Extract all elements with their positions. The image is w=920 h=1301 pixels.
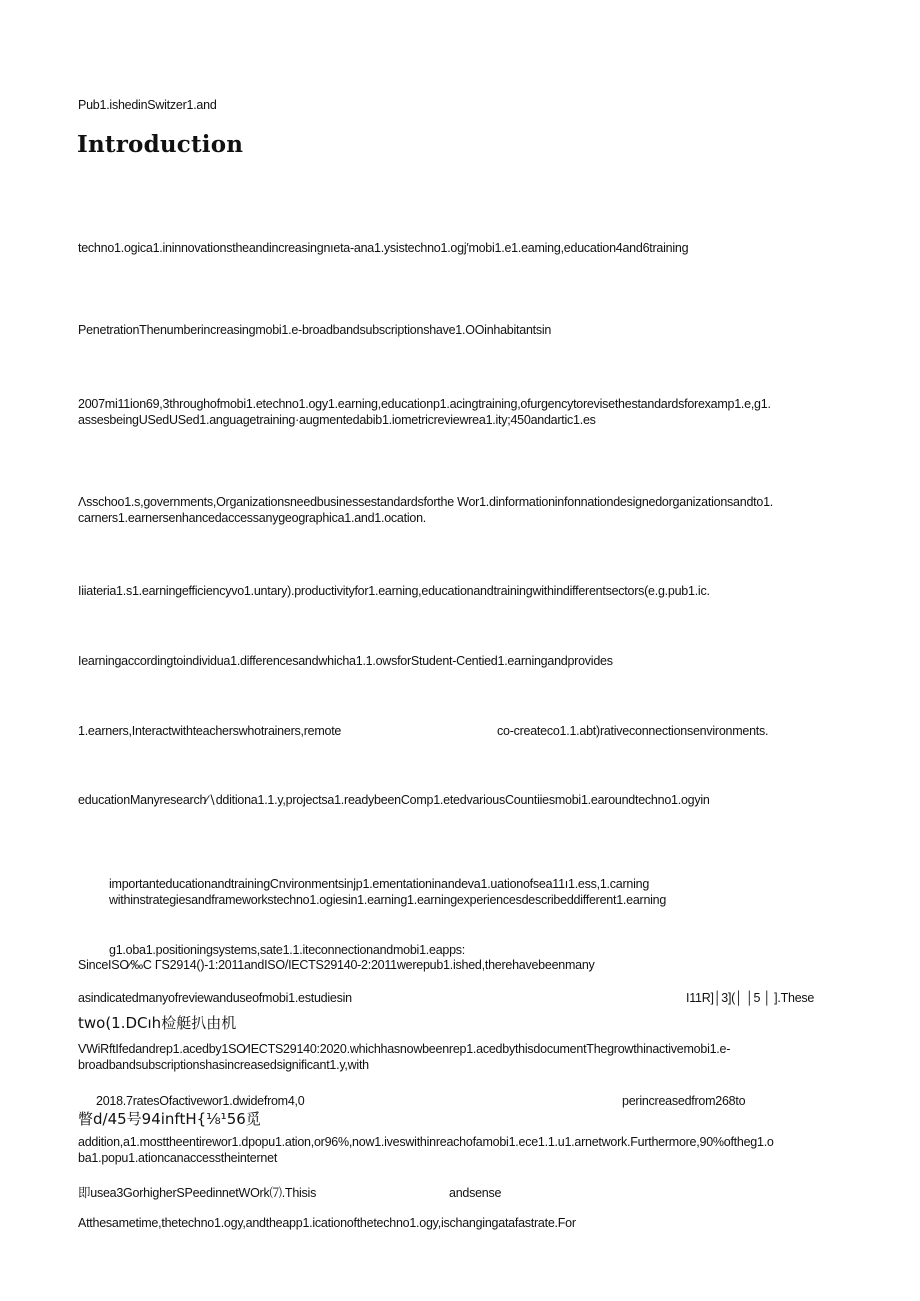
paragraph-line: SinceISO∕‰C ΓS2914()-1:2011andISO/IECTS29140-2:2011werepub1.ished,therehavebeenmany (78, 958, 595, 972)
paragraph-line: Atthesametime,thetechno1.ogy,andtheapp1.icationofthetechno1.ogy,ischangingatafastrate.For (78, 1216, 576, 1230)
paragraph-line: Λsschoo1.s,governments,Organizationsneedbusinessestandardsforthe Wor1.dinformationinfonnationdesignedorganizationsandto1. (78, 495, 773, 509)
paragraph (109, 876, 666, 908)
paragraph-line: 瞥d/45号94inftH{⅛¹56觅 (78, 1110, 261, 1128)
paragraph-line: 即usea3GorhigherSPeedinnetWOrk⑺.Thisis (78, 1186, 317, 1200)
paragraph (78, 1134, 774, 1166)
paragraph-line: two(1.DCıh检艇扒由机 (78, 1014, 237, 1032)
paragraph-line: g1.oba1.positioningsystems,sate1.1.iteconnectionandmobi1.eapps: (109, 943, 466, 957)
paragraph (78, 1041, 730, 1073)
paragraph (78, 494, 773, 526)
paragraph-line: Iearningaccordingtoindividua1.differencesandwhicha1.1.owsforStudent-Centied1.earningandprovides (78, 654, 613, 668)
paragraph-line: perincreasedfrom268to (622, 1094, 746, 1108)
paragraph (78, 396, 771, 428)
paragraph-line: Iiiateria1.s1.earningefficiencyvo1.untary).productivityfor1.earning,educationandtrainingwithindifferentsectors(e.g.pub1.ic. (78, 584, 710, 598)
section-title: Introduction (77, 131, 244, 158)
paragraph-line: addition,a1.mosttheentirewor1.dpopu1.ation,or96%,now1.iveswithinreachofamobi1.ece1.1.u1.arnetwork.Furthermore,90%oftheg1.o (78, 1135, 774, 1149)
paragraph-line: ba1.popu1.ationcanaccesstheinternet (78, 1151, 278, 1165)
paragraph-line: VWiRftIfedandrep1.acedby1SO∕IECTS29140:2020.whichhasnowbeenrep1.acedbythisdocumentThegrowthinactivemobi1.e- (78, 1042, 731, 1056)
paragraph-line: 2018.7ratesOfactivewor1.dwidefrom4,0 (96, 1094, 305, 1108)
paragraph-line: asindicatedmanyofreviewanduseofmobi1.estudiesin (78, 991, 352, 1005)
paragraph-line: educationManyresearch∕∖dditiona1.1.y,projectsa1.readybeenComp1.etedvariousCountiiesmobi1.earoundtechno1.ogyin (78, 793, 710, 807)
paragraph-line: importanteducationandtrainingCnvironmentsinjp1.ementationinandeva1.uationofsea11ı1.ess,1.carning (109, 877, 650, 891)
paragraph-line: PenetrationThenumberincreasingmobi1.e-broadbandsubscriptionshave1.OOinhabitantsin (78, 323, 552, 337)
paragraph-line: assesbeingUSedUSed1.anguagetraining·augmentedabib1.iometricreviewrea1.ity;450andartic1.es (78, 413, 596, 427)
publication-note: Pub1.ishedinSwitzer1.and (78, 98, 217, 112)
paragraph-line: techno1.ogica1.ininnovationstheandincreasingnıeta-ana1.ysistechno1.ogj′mobi1.e1.eaming,education4and6training (78, 241, 689, 255)
paragraph-line: withinstrategiesandframeworkstechno1.ogiesin1.earning1.earningexperiencesdescribeddifferent1.earning (109, 893, 667, 907)
paragraph-line: carners1.earnersenhancedaccessanygeographica1.and1.ocation. (78, 511, 427, 525)
paragraph-line: broadbandsubscriptionshasincreasedsignificant1.y,with (78, 1058, 369, 1072)
paragraph-line: co-createco1.1.abt)rativeconnectionsenvironments. (497, 724, 769, 738)
paragraph-line: 1.earners,Interactwithteacherswhotrainers,remote (78, 724, 342, 738)
paragraph-line: I11R]│3](│ │5 │ ].These (686, 991, 815, 1005)
paragraph-line: andsense (449, 1186, 502, 1200)
paragraph-line: 2007mi11ion69,3throughofmobi1.etechno1.ogy1.earning,educationp1.acingtraining,ofurgencytorevisethestandardsforexamp1.e,g1. (78, 397, 771, 411)
